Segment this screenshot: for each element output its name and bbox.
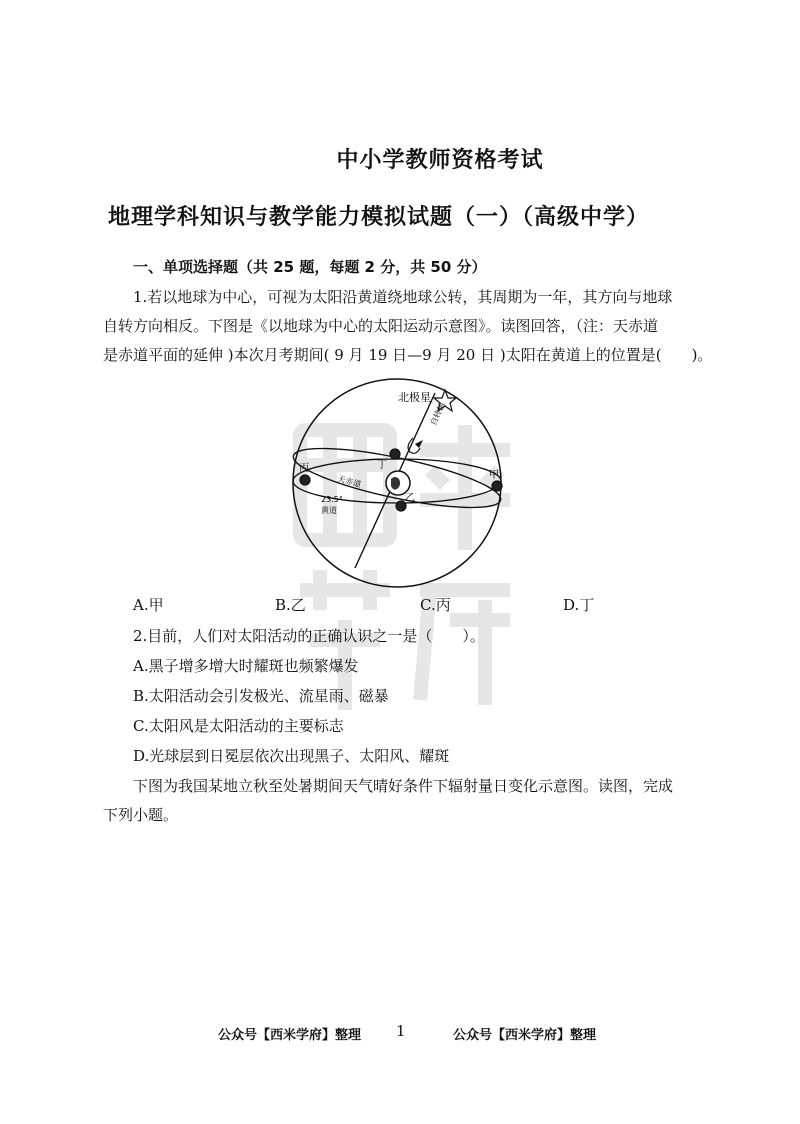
equator-label: 天赤道	[336, 474, 362, 490]
q1-option-c[interactable]: C.丙	[420, 596, 451, 614]
paper-title: 地理学科知识与教学能力模拟试题（一）（高级中学）	[108, 205, 650, 230]
q1-line-2: 自转方向相反。下图是《以地球为中心的太阳运动示意图》。读图回答，（注：天赤道	[103, 317, 659, 335]
q2-option-a[interactable]: A.黑子增多增大时耀斑也频繁爆发	[133, 657, 359, 675]
footer-left: 公众号【西米学府】整理	[218, 1028, 362, 1043]
sun-ding	[390, 449, 400, 459]
q2-option-b[interactable]: B.太阳活动会引发极光、流星雨、磁暴	[133, 687, 389, 705]
pos-yi-label: 乙	[405, 493, 415, 504]
page-number: 1	[396, 1022, 406, 1040]
q1-option-a[interactable]: A.甲	[133, 596, 164, 614]
intro-line-1: 下图为我国某地立秋至处暑期间天气晴好条件下辐射量日变化示意图。读图，完成	[133, 777, 674, 795]
q1-option-b[interactable]: B.乙	[275, 596, 306, 614]
pos-ding-label: 丁	[377, 460, 387, 471]
sun-motion-diagram	[285, 378, 525, 588]
angle-label: 23.5°	[321, 495, 343, 504]
q2-option-d[interactable]: D.光球层到日冕层依次出现黑子、太阳风、耀斑	[133, 747, 450, 765]
sun-jia	[492, 481, 502, 491]
ecliptic-label: 黄道	[321, 506, 337, 515]
q1-option-d[interactable]: D.丁	[563, 596, 595, 614]
intro-line-2: 下列小题。	[103, 806, 179, 824]
footer-right: 公众号【西米学府】整理	[453, 1028, 597, 1043]
q2-option-c[interactable]: C.太阳风是太阳活动的主要标志	[133, 717, 344, 735]
polaris-label: 北极星	[398, 391, 431, 404]
q2-stem: 2.目前，人们对太阳活动的正确认识之一是（ ）。	[133, 627, 485, 645]
q1-line-3: 是赤道平面的延伸 )本次月考期间( 9 月 19 日—9 月 20 日 )太阳在黄道上的位置是( )。	[103, 346, 713, 364]
rotation-axis-label: 自转轴	[428, 401, 447, 427]
pos-jia-label: 甲	[489, 470, 499, 481]
exam-name: 中小学教师资格考试	[336, 148, 544, 173]
pos-bing-label: 丙	[299, 463, 309, 474]
section-heading: 一、单项选择题（共 25 题，每题 2 分，共 50 分）	[133, 258, 487, 276]
q1-line-1: 1.若以地球为中心，可视为太阳沿黄道绕地球公转，其周期为一年，其方向与地球	[133, 288, 673, 306]
sun-bing	[300, 475, 310, 485]
